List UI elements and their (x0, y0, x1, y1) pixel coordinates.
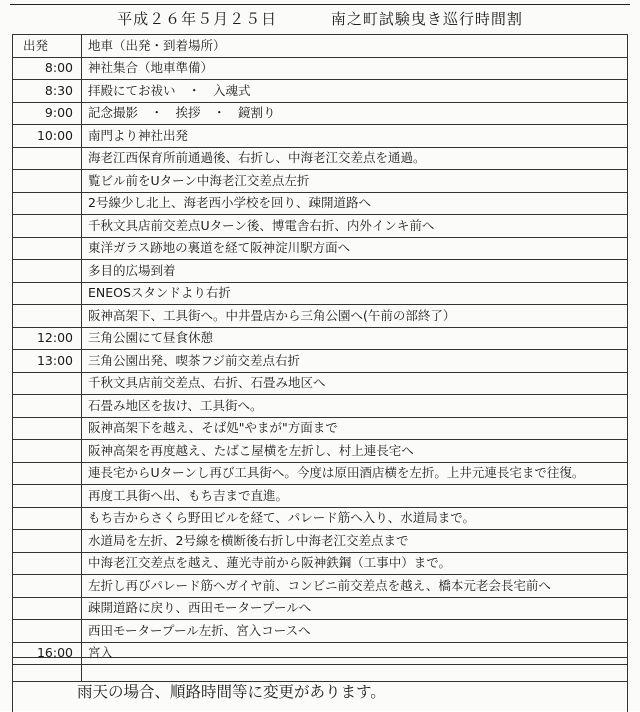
row-time (13, 620, 82, 643)
row-description: 西田モータープール左折、宮入コースへ (82, 620, 628, 643)
row-description: 拝殿にてお祓い ・ 入魂式 (82, 80, 628, 103)
row-time (13, 237, 82, 260)
row-time: 16:00 (13, 642, 82, 665)
time-header: 出発 (13, 35, 82, 58)
table-row (13, 215, 628, 238)
row-description: 2号線少し北上、海老西小学校を回り、疎開道路へ (82, 192, 628, 215)
row-description: 三角公園にて昼食休憩 (82, 327, 628, 350)
title-date: 平成２６年５月２５日 (117, 10, 278, 28)
row-description: 宮入 (82, 642, 628, 665)
title-heading: 南之町試験曳き巡行時間割 (330, 10, 523, 28)
row-description: 南門より神社出発 (82, 125, 628, 148)
row-time (13, 462, 82, 485)
table-row (13, 305, 628, 328)
table-row (13, 237, 628, 260)
row-time (13, 395, 82, 418)
row-description: もち吉からさくら野田ビルを経て、パレード筋へ入り、水道局まで。 (82, 507, 628, 530)
row-description: 水道局を左折、2号線を横断後右折し中海老江交差点まで (82, 530, 628, 553)
row-time (13, 192, 82, 215)
row-time (13, 215, 82, 238)
row-time (13, 530, 82, 553)
row-description: 左折し再びパレード筋へガイヤ前、コンビニ前交差点を越え、橋本元老会長宅前へ (82, 575, 628, 598)
table-row (13, 462, 628, 485)
table-row (13, 282, 628, 305)
row-description: 阪神高架下を越え、そば処"やまが"方面まで (82, 417, 628, 440)
table-row (13, 575, 628, 598)
row-description: 神社集合（地車準備） (82, 57, 628, 80)
table-row (13, 395, 628, 418)
row-description: 阪神高架を再度越え、たばこ屋横を左折し、村上連長宅へ (82, 440, 628, 463)
row-description: 千秋文具店前交差点Uターン後、博電舎右折、内外インキ前へ (82, 215, 628, 238)
table-row (13, 620, 628, 643)
table-row (13, 507, 628, 530)
table-row (13, 260, 628, 283)
table-row (13, 350, 628, 373)
table-row (13, 57, 628, 80)
table-row (13, 125, 628, 148)
table-row (13, 530, 628, 553)
row-time: 8:00 (13, 57, 82, 80)
rain-note-text: 雨天の場合、順路時間等に変更があります。 (77, 683, 386, 701)
document-title (10, 4, 630, 33)
row-time (13, 440, 82, 463)
table-row (13, 192, 628, 215)
row-time: 13:00 (13, 350, 82, 373)
row-description: 阪神高架下、工具街へ。中井畳店から三角公園へ(午前の部終了） (82, 305, 628, 328)
table-row (13, 440, 628, 463)
row-time: 10:00 (13, 125, 82, 148)
table-row (13, 80, 628, 103)
row-description: 覧ビル前をUターン中海老江交差点左折 (82, 170, 628, 193)
table-row (13, 372, 628, 395)
row-description: ENEOSスタンドより右折 (82, 282, 628, 305)
desc-header: 地車（出発・到着場所） (82, 35, 628, 58)
row-description: 東洋ガラス跡地の裏道を経て阪神淀川駅方面へ (82, 237, 628, 260)
row-description: 多目的広場到着 (82, 260, 628, 283)
row-time (13, 417, 82, 440)
row-time (13, 282, 82, 305)
row-time (13, 305, 82, 328)
row-description: 再度工具街へ出、もち吉まで直進。 (82, 485, 628, 508)
row-time (13, 372, 82, 395)
row-time (13, 552, 82, 575)
row-time: 12:00 (13, 327, 82, 350)
table-header-row (13, 35, 628, 58)
row-description: 三角公園出発、喫茶フジ前交差点右折 (82, 350, 628, 373)
row-time (13, 147, 82, 170)
row-description: 千秋文具店前交差点、右折、石畳み地区へ (82, 372, 628, 395)
row-description: 石畳み地区を抜け、工具街へ。 (82, 395, 628, 418)
row-description: 記念撮影 ・ 挨拶 ・ 鏡割り (82, 102, 628, 125)
row-time: 8:30 (13, 80, 82, 103)
schedule-table (12, 34, 628, 682)
row-description: 連長宅からUターンし再び工具街へ。今度は原田酒店横を左折。上井元連長宅まで往復。 (82, 462, 628, 485)
row-time: 9:00 (13, 102, 82, 125)
row-description: 疎開道路に戻り、西田モータープールへ (82, 597, 628, 620)
table-row (13, 170, 628, 193)
rain-note (12, 657, 628, 712)
row-time (13, 597, 82, 620)
row-description: 中海老江交差点を越え、蓮光寺前から阪神鉄鋼（工事中）まで。 (82, 552, 628, 575)
table-row (13, 102, 628, 125)
row-time (13, 170, 82, 193)
row-time (13, 507, 82, 530)
row-description: 海老江西保育所前通過後、右折し、中海老江交差点を通過。 (82, 147, 628, 170)
row-time (13, 485, 82, 508)
table-row (13, 597, 628, 620)
table-row (13, 417, 628, 440)
row-time (13, 260, 82, 283)
table-row (13, 552, 628, 575)
row-time (13, 575, 82, 598)
table-row (13, 485, 628, 508)
table-row (13, 327, 628, 350)
table-row (13, 147, 628, 170)
